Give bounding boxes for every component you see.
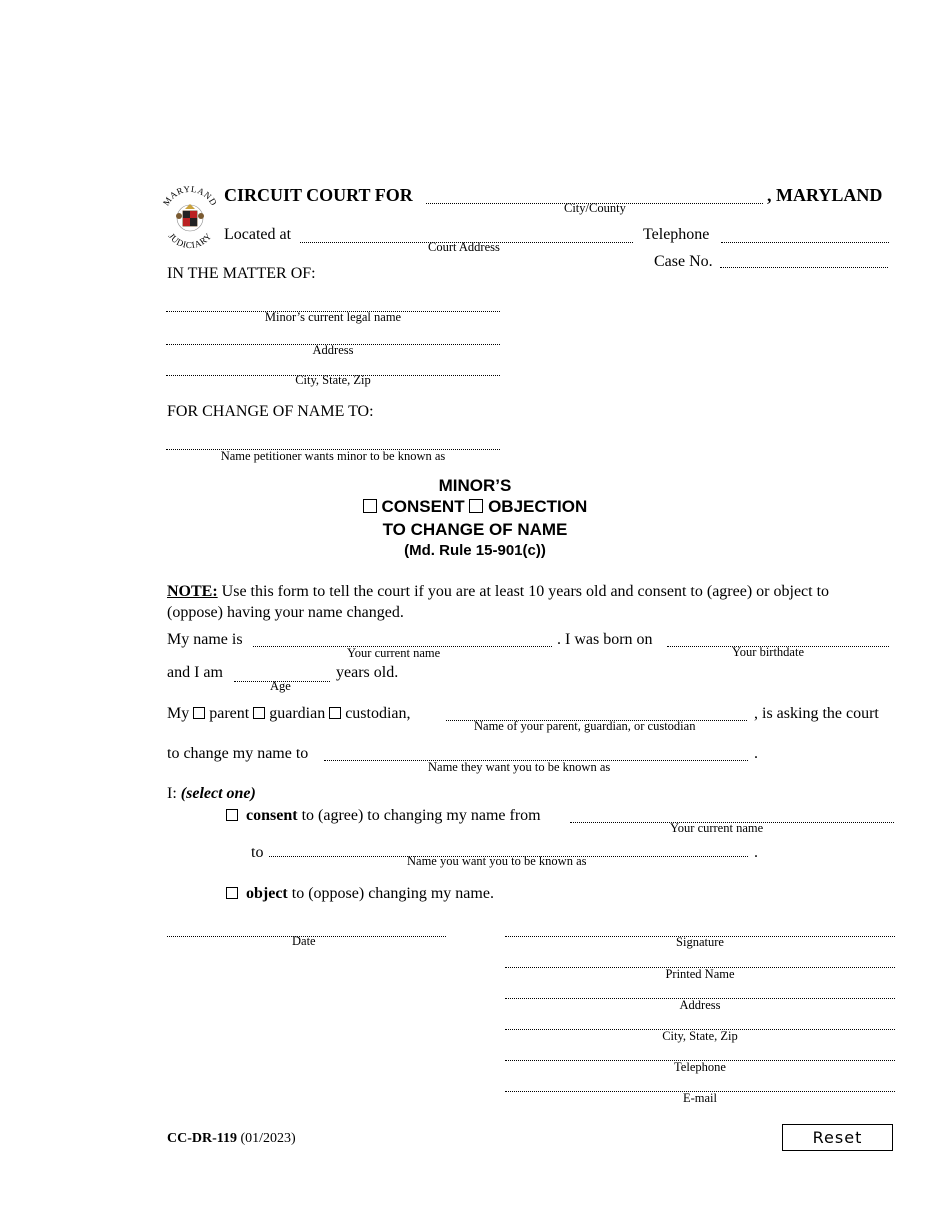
your-name-caption: Your current name [347, 646, 441, 660]
consent-new-name-caption: Name you want you to be known as [407, 854, 587, 868]
title-line-3: TO CHANGE OF NAME [382, 520, 568, 539]
city-county-caption: City/County [564, 201, 626, 215]
guardian-label: guardian [269, 705, 326, 722]
period-2: . [754, 844, 758, 861]
my-label: My [167, 705, 190, 722]
minor-address-caption: Address [312, 343, 354, 357]
custodian-checkbox[interactable] [329, 707, 341, 719]
period-1: . [754, 745, 758, 762]
object-checkbox[interactable] [226, 887, 238, 899]
form-date: (01/2023) [240, 1131, 296, 1146]
consent-current-name-caption: Your current name [670, 821, 764, 835]
parent-name-caption: Name of your parent, guardian, or custodian [474, 719, 696, 733]
born-on-label: . I was born on [557, 631, 653, 648]
object-option [226, 885, 494, 903]
minor-name-caption: Minor’s current legal name [264, 310, 402, 324]
custodian-label: custodian, [345, 705, 411, 722]
court-suffix: , MARYLAND [767, 185, 883, 205]
parent-checkbox[interactable] [193, 707, 205, 719]
form-id-line [167, 1131, 296, 1147]
consent-to-label: to [251, 844, 264, 861]
consent-checkbox[interactable] [226, 809, 238, 821]
sig-email-caption: E-mail [682, 1091, 717, 1105]
i-label: I: [167, 785, 177, 802]
form-id: CC-DR-119 [167, 1131, 237, 1146]
court-telephone-field[interactable] [721, 242, 889, 243]
age-caption: Age [270, 679, 291, 693]
reset-button[interactable]: Reset [782, 1124, 893, 1151]
they-want-caption: Name they want you to be known as [428, 760, 611, 774]
svg-text:MARYLAND: MARYLAND [160, 184, 220, 208]
object-word: object [246, 885, 288, 902]
printed-name-caption: Printed Name [665, 967, 735, 981]
relationship-line [167, 705, 411, 723]
court-address-caption: Court Address [428, 240, 500, 254]
sig-city-caption: City, State, Zip [662, 1029, 738, 1043]
matter-heading: IN THE MATTER OF: [167, 265, 316, 282]
birthdate-caption: Your birthdate [732, 645, 804, 659]
consent-word: consent [246, 807, 298, 824]
and-i-am-label: and I am [167, 664, 223, 681]
title-consent: CONSENT [381, 497, 465, 516]
sig-telephone-caption: Telephone [674, 1060, 726, 1074]
consent-option [226, 807, 541, 825]
title-objection: OBJECTION [488, 497, 588, 516]
case-no-field[interactable] [720, 267, 888, 268]
note-label: NOTE: [167, 583, 218, 600]
object-rest: to (oppose) changing my name. [291, 885, 494, 902]
select-one-label: (select one) [180, 785, 256, 802]
sig-address-caption: Address [679, 998, 721, 1012]
minor-city-caption: City, State, Zip [295, 373, 371, 387]
title-line-2 [0, 497, 950, 517]
case-no-label: Case No. [654, 253, 713, 270]
note-paragraph [167, 581, 887, 623]
court-prefix: CIRCUIT COURT FOR [224, 185, 413, 205]
located-label: Located at [224, 226, 292, 243]
change-to-label: to change my name to [167, 745, 309, 762]
change-heading: FOR CHANGE OF NAME TO: [167, 403, 374, 420]
signature-caption: Signature [676, 935, 724, 949]
svg-text:JUDICIARY: JUDICIARY [166, 231, 214, 251]
my-name-label: My name is [167, 631, 243, 648]
is-asking-label: , is asking the court [754, 705, 879, 722]
maryland-judiciary-seal [160, 184, 220, 252]
title-line-1: MINOR’S [438, 476, 512, 495]
title-consent-checkbox[interactable] [363, 499, 377, 513]
title-line-4: (Md. Rule 15-901(c)) [404, 542, 546, 559]
parent-label: parent [209, 705, 250, 722]
note-text: Use this form to tell the court if you are at least 10 years old and consent to (agree) or object to (oppose) having your name changed. [167, 583, 830, 621]
new-name-caption: Name petitioner wants minor to be known as [220, 449, 446, 463]
guardian-checkbox[interactable] [253, 707, 265, 719]
telephone-label: Telephone [643, 226, 710, 243]
years-old-label: years old. [336, 664, 399, 681]
title-objection-checkbox[interactable] [469, 499, 483, 513]
date-caption: Date [292, 934, 316, 948]
consent-rest: to (agree) to changing my name from [301, 807, 541, 824]
select-one-line [167, 785, 256, 803]
